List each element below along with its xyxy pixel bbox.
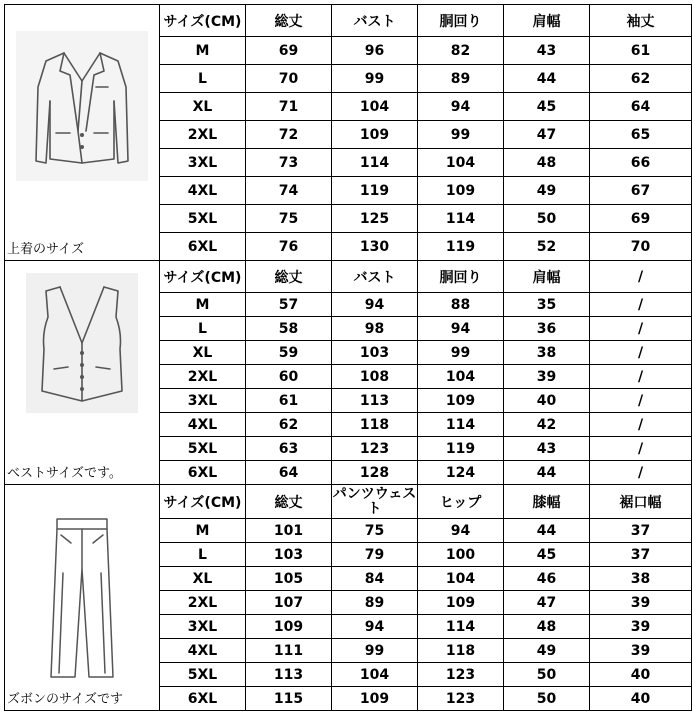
header-bust: バスト [332, 5, 418, 37]
header-none: / [590, 261, 692, 293]
value-cell: 109 [418, 389, 504, 413]
value-cell: 70 [246, 65, 332, 93]
value-cell: 61 [246, 389, 332, 413]
size-cell: 6XL [160, 687, 246, 711]
value-cell: 45 [504, 93, 590, 121]
size-cell: 2XL [160, 365, 246, 389]
size-cell: 3XL [160, 389, 246, 413]
header-hip: ヒップ [418, 485, 504, 519]
vest-caption: ベストサイズです。 [7, 466, 122, 481]
value-cell: 50 [504, 663, 590, 687]
value-cell: 37 [590, 519, 692, 543]
value-cell: / [590, 365, 692, 389]
value-cell: 39 [590, 615, 692, 639]
value-cell: 99 [332, 65, 418, 93]
value-cell: 105 [246, 567, 332, 591]
value-cell: / [590, 317, 692, 341]
value-cell: 67 [590, 177, 692, 205]
value-cell: 118 [418, 639, 504, 663]
value-cell: / [590, 293, 692, 317]
value-cell: 119 [418, 437, 504, 461]
value-cell: 74 [246, 177, 332, 205]
value-cell: / [590, 437, 692, 461]
value-cell: 119 [418, 233, 504, 261]
size-cell: 3XL [160, 149, 246, 177]
value-cell: 104 [332, 93, 418, 121]
value-cell: 50 [504, 687, 590, 711]
value-cell: 44 [504, 65, 590, 93]
value-cell: 99 [332, 639, 418, 663]
value-cell: 100 [418, 543, 504, 567]
value-cell: 61 [590, 37, 692, 65]
jacket-caption: 上着のサイズ [7, 242, 84, 257]
value-cell: 65 [590, 121, 692, 149]
size-cell: 5XL [160, 205, 246, 233]
vest-icon [26, 273, 138, 413]
value-cell: 114 [418, 205, 504, 233]
value-cell: 57 [246, 293, 332, 317]
pants-image-cell [5, 485, 160, 711]
value-cell: 109 [418, 591, 504, 615]
header-bust: バスト [332, 261, 418, 293]
size-cell: XL [160, 341, 246, 365]
size-cell: 2XL [160, 121, 246, 149]
value-cell: 98 [332, 317, 418, 341]
pants-caption: ズボンのサイズです [7, 692, 123, 707]
header-knee-width: 膝幅 [504, 485, 590, 519]
pants-icon [47, 513, 117, 683]
value-cell: 88 [418, 293, 504, 317]
value-cell: 104 [418, 149, 504, 177]
value-cell: 107 [246, 591, 332, 615]
value-cell: 42 [504, 413, 590, 437]
value-cell: 94 [418, 519, 504, 543]
size-cell: 4XL [160, 639, 246, 663]
value-cell: 113 [332, 389, 418, 413]
value-cell: 109 [332, 687, 418, 711]
value-cell: 123 [418, 687, 504, 711]
header-size: サイズ(CM) [160, 5, 246, 37]
value-cell: 64 [590, 93, 692, 121]
value-cell: 48 [504, 149, 590, 177]
value-cell: 59 [246, 341, 332, 365]
header-hem-width: 裾口幅 [590, 485, 692, 519]
vest-header-row [5, 261, 692, 293]
value-cell: / [590, 461, 692, 485]
header-length: 総丈 [246, 5, 332, 37]
value-cell: 114 [418, 615, 504, 639]
value-cell: 71 [246, 93, 332, 121]
value-cell: 99 [418, 341, 504, 365]
header-shoulder: 肩幅 [504, 5, 590, 37]
value-cell: 66 [590, 149, 692, 177]
value-cell: 104 [418, 567, 504, 591]
size-table [4, 4, 692, 711]
pants-header-row [5, 485, 692, 519]
value-cell: 130 [332, 233, 418, 261]
value-cell: 47 [504, 591, 590, 615]
value-cell: 94 [418, 93, 504, 121]
value-cell: 94 [418, 317, 504, 341]
value-cell: 62 [246, 413, 332, 437]
value-cell: 128 [332, 461, 418, 485]
header-sleeve: 袖丈 [590, 5, 692, 37]
value-cell: 79 [332, 543, 418, 567]
size-cell: L [160, 65, 246, 93]
value-cell: 104 [418, 365, 504, 389]
size-cell: M [160, 293, 246, 317]
value-cell: 124 [418, 461, 504, 485]
value-cell: 75 [246, 205, 332, 233]
size-cell: 3XL [160, 615, 246, 639]
value-cell: 94 [332, 615, 418, 639]
value-cell: 109 [332, 121, 418, 149]
value-cell: 89 [332, 591, 418, 615]
header-length: 総丈 [246, 261, 332, 293]
size-cell: 5XL [160, 663, 246, 687]
size-cell: L [160, 543, 246, 567]
value-cell: 50 [504, 205, 590, 233]
size-chart [4, 4, 691, 722]
value-cell: 82 [418, 37, 504, 65]
value-cell: 108 [332, 365, 418, 389]
value-cell: 99 [418, 121, 504, 149]
value-cell: 39 [590, 591, 692, 615]
value-cell: 40 [590, 663, 692, 687]
value-cell: 38 [504, 341, 590, 365]
value-cell: 35 [504, 293, 590, 317]
value-cell: 64 [246, 461, 332, 485]
value-cell: 104 [332, 663, 418, 687]
value-cell: 94 [332, 293, 418, 317]
value-cell: 111 [246, 639, 332, 663]
value-cell: 119 [332, 177, 418, 205]
size-cell: 6XL [160, 461, 246, 485]
value-cell: 38 [590, 567, 692, 591]
value-cell: 109 [246, 615, 332, 639]
value-cell: 36 [504, 317, 590, 341]
size-cell: XL [160, 567, 246, 591]
size-cell: M [160, 519, 246, 543]
size-cell: 4XL [160, 413, 246, 437]
value-cell: 118 [332, 413, 418, 437]
value-cell: 69 [246, 37, 332, 65]
value-cell: 62 [590, 65, 692, 93]
value-cell: 101 [246, 519, 332, 543]
value-cell: 113 [246, 663, 332, 687]
value-cell: 123 [418, 663, 504, 687]
value-cell: 39 [590, 639, 692, 663]
value-cell: 73 [246, 149, 332, 177]
jacket-header-row [5, 5, 692, 37]
value-cell: 109 [418, 177, 504, 205]
value-cell: 96 [332, 37, 418, 65]
size-cell: XL [160, 93, 246, 121]
value-cell: 43 [504, 437, 590, 461]
value-cell: 70 [590, 233, 692, 261]
value-cell: 39 [504, 365, 590, 389]
value-cell: 44 [504, 519, 590, 543]
value-cell: 40 [504, 389, 590, 413]
value-cell: 49 [504, 639, 590, 663]
value-cell: 43 [504, 37, 590, 65]
value-cell: 75 [332, 519, 418, 543]
value-cell: 60 [246, 365, 332, 389]
header-waist: 胴回り [418, 5, 504, 37]
jacket-image-cell [5, 5, 160, 261]
header-size: サイズ(CM) [160, 261, 246, 293]
vest-image-cell [5, 261, 160, 485]
value-cell: 114 [332, 149, 418, 177]
header-waist: 胴回り [418, 261, 504, 293]
header-size: サイズ(CM) [160, 485, 246, 519]
size-cell: M [160, 37, 246, 65]
size-cell: 2XL [160, 591, 246, 615]
header-length: 総丈 [246, 485, 332, 519]
value-cell: 115 [246, 687, 332, 711]
value-cell: 84 [332, 567, 418, 591]
size-cell: 6XL [160, 233, 246, 261]
value-cell: 63 [246, 437, 332, 461]
value-cell: 123 [332, 437, 418, 461]
jacket-icon [16, 31, 148, 181]
header-shoulder: 肩幅 [504, 261, 590, 293]
value-cell: 40 [590, 687, 692, 711]
value-cell: 49 [504, 177, 590, 205]
value-cell: 45 [504, 543, 590, 567]
value-cell: 114 [418, 413, 504, 437]
value-cell: 69 [590, 205, 692, 233]
value-cell: / [590, 413, 692, 437]
value-cell: 46 [504, 567, 590, 591]
value-cell: / [590, 389, 692, 413]
size-cell: L [160, 317, 246, 341]
value-cell: 52 [504, 233, 590, 261]
size-cell: 4XL [160, 177, 246, 205]
value-cell: 103 [332, 341, 418, 365]
size-cell: 5XL [160, 437, 246, 461]
value-cell: 72 [246, 121, 332, 149]
value-cell: 48 [504, 615, 590, 639]
header-pants-waist: パンツウェスト [332, 485, 417, 517]
value-cell: 125 [332, 205, 418, 233]
value-cell: 58 [246, 317, 332, 341]
value-cell: 44 [504, 461, 590, 485]
value-cell: / [590, 341, 692, 365]
value-cell: 47 [504, 121, 590, 149]
value-cell: 103 [246, 543, 332, 567]
value-cell: 76 [246, 233, 332, 261]
value-cell: 89 [418, 65, 504, 93]
value-cell: 37 [590, 543, 692, 567]
